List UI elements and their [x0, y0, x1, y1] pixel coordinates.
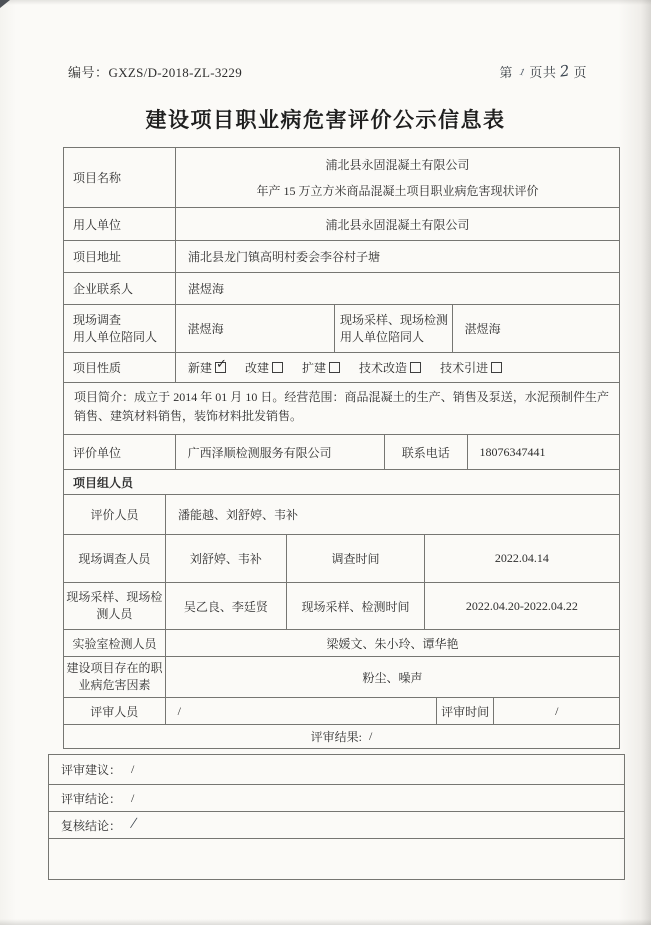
option-new-construction	[188, 359, 226, 376]
survey-time-label: 调查时间	[331, 552, 380, 566]
phone-label: 联系电话	[401, 445, 450, 460]
row-review-suggestion	[49, 755, 624, 785]
row-company-contact	[64, 273, 619, 305]
review-time-label-cell	[437, 698, 495, 725]
employer-label: 用人单位	[73, 217, 122, 232]
address-value: 浦北县龙门镇高明村委会李谷村子塘	[188, 250, 381, 264]
project-intro-text: 项目简介：成立于 2014 年 01 月 10 日。经营范围：商品混凝土的生产、销售及泵送，水泥预制件生产销售、建筑材料销售，装饰材料批发销售。	[74, 390, 609, 424]
address-label: 项目地址	[73, 250, 122, 264]
evaluation-org-label: 评价单位	[73, 445, 122, 460]
checkbox-unchecked-icon	[410, 362, 421, 373]
sampling-escort-label-line1: 现场采样、现场检测	[340, 313, 449, 327]
evaluation-org-label-cell	[64, 435, 176, 470]
phone-label-cell	[385, 435, 468, 470]
row-evaluators	[64, 495, 619, 535]
project-name-label-cell	[64, 148, 176, 208]
sampling-staff-value: 吴乙良、李廷贤	[183, 599, 268, 614]
evaluation-org-value: 广西泽顺检测服务有限公司	[187, 445, 332, 460]
project-name-label: 项目名称	[73, 171, 122, 185]
hazard-factors-label-cell	[64, 657, 166, 698]
evaluators-label-cell	[64, 495, 166, 535]
checkbox-unchecked-icon	[272, 362, 283, 373]
company-contact-label-cell	[64, 273, 176, 305]
check-mark-icon: ✓	[216, 357, 227, 372]
recheck-conclusion-handwritten-value: /	[130, 814, 137, 833]
survey-escort-label-line1: 现场调查	[73, 313, 122, 327]
project-name-line1: 浦北县永固混凝土有限公司	[325, 158, 470, 173]
row-project-intro	[64, 383, 619, 435]
option-new-construction-label: 新建	[188, 361, 213, 375]
lab-staff-label-cell	[64, 630, 166, 657]
survey-staff-value: 刘舒婷、韦补	[189, 552, 262, 566]
lab-staff-value-cell	[166, 630, 619, 657]
survey-time-value: 2022.04.14	[494, 551, 549, 565]
review-staff-value: /	[177, 703, 181, 718]
row-project-address	[64, 241, 619, 273]
sampling-time-label-cell	[287, 583, 425, 630]
company-contact-value: 湛煜海	[188, 282, 225, 296]
review-staff-value-cell	[166, 698, 437, 725]
review-time-label: 评审时间	[441, 704, 490, 719]
survey-time-value-cell	[425, 535, 619, 583]
main-form-table	[63, 147, 620, 749]
project-nature-options-cell	[176, 353, 619, 383]
row-project-name	[64, 148, 619, 208]
review-result-label: 评审结果:	[310, 730, 362, 744]
review-staff-label: 评审人员	[90, 704, 139, 719]
recheck-conclusion-label: 复核结论：	[61, 818, 122, 833]
option-reconstruction-label: 改建	[245, 361, 270, 375]
team-header-cell	[64, 470, 619, 495]
row-review-conclusion	[49, 785, 624, 812]
page-info-middle: 页共	[529, 65, 557, 80]
sampling-escort-value: 湛煜海	[464, 322, 501, 336]
evaluators-label: 评价人员	[90, 508, 139, 522]
row-escorts	[64, 305, 619, 353]
project-nature-label: 项目性质	[73, 361, 122, 375]
handwritten-total-pages: 2	[559, 61, 572, 81]
project-name-line2: 年产 15 万立方米商品混凝土项目职业病危害现状评价	[256, 183, 539, 198]
project-intro-cell	[64, 383, 619, 435]
row-project-nature	[64, 353, 619, 383]
sampling-escort-label-cell	[335, 305, 453, 353]
option-expansion-label: 扩建	[302, 361, 327, 375]
survey-staff-value-cell	[166, 535, 288, 583]
review-result-cell	[64, 725, 619, 748]
phone-value: 18076347441	[479, 444, 546, 459]
row-survey-staff	[64, 535, 619, 583]
phone-value-cell	[468, 435, 619, 470]
document-header	[0, 0, 651, 81]
address-label-cell	[64, 241, 176, 273]
review-conclusion-value: /	[131, 790, 135, 805]
review-staff-label-cell	[64, 698, 166, 725]
page-info-suffix: 页	[573, 65, 587, 80]
survey-escort-label-cell	[64, 305, 176, 353]
lab-staff-value: 梁媛文、朱小玲、谭华艳	[326, 636, 459, 651]
review-section-table	[48, 754, 625, 880]
company-contact-label: 企业联系人	[73, 282, 134, 296]
option-technology-import	[440, 359, 502, 376]
review-suggestion-label: 评审建议：	[61, 763, 122, 777]
document-number-value: GXZS/D-2018-ZL-3229	[108, 65, 243, 80]
sampling-time-label: 现场采样、检测时间	[301, 599, 410, 614]
sampling-escort-value-cell	[453, 305, 619, 353]
lab-staff-label: 实验室检测人员	[72, 636, 157, 651]
project-nature-label-cell	[64, 353, 176, 383]
row-team-header	[64, 470, 619, 495]
review-conclusion-label: 评审结论：	[61, 791, 122, 806]
row-hazard-factors	[64, 657, 619, 698]
survey-staff-label: 现场调查人员	[78, 552, 151, 566]
document-title: 建设项目职业病危害评价公示信息表	[145, 108, 506, 132]
survey-time-label-cell	[287, 535, 425, 583]
sampling-time-value-cell	[425, 583, 619, 630]
employer-label-cell	[64, 208, 176, 241]
sampling-staff-label: 现场采样、现场检测人员	[66, 589, 163, 621]
handwritten-current-page: 1	[518, 66, 527, 79]
hazard-factors-label: 建设项目存在的职业病危害因素	[66, 660, 163, 692]
row-sampling-staff	[64, 583, 619, 630]
project-name-value-cell	[176, 148, 619, 208]
row-review-result	[64, 725, 619, 748]
recheck-conclusion-cell	[49, 812, 624, 839]
checkbox-unchecked-icon	[329, 362, 340, 373]
hazard-factors-value-cell	[166, 657, 619, 698]
survey-escort-value: 湛煜海	[187, 322, 224, 336]
sampling-time-value: 2022.04.20-2022.04.22	[465, 598, 578, 613]
review-suggestion-cell	[49, 755, 624, 785]
employer-value-cell	[176, 208, 619, 241]
review-time-value: /	[555, 703, 559, 718]
hazard-factors-value: 粉尘、噪声	[362, 670, 423, 685]
evaluators-value-cell	[166, 495, 619, 535]
review-suggestion-value: /	[131, 762, 135, 776]
evaluators-value: 潘能越、刘舒婷、韦补	[178, 508, 299, 522]
review-conclusion-cell	[49, 785, 624, 812]
option-technology-import-label: 技术引进	[440, 361, 489, 375]
review-result-value: /	[369, 729, 373, 743]
row-lab-staff	[64, 630, 619, 657]
survey-staff-label-cell	[64, 535, 166, 583]
company-contact-value-cell	[176, 273, 619, 305]
employer-value: 浦北县永固混凝土有限公司	[325, 217, 470, 232]
checkbox-unchecked-icon	[491, 362, 502, 373]
option-technical-renovation	[359, 359, 421, 376]
option-expansion	[302, 359, 340, 376]
row-recheck-conclusion	[49, 812, 624, 839]
team-header-label: 项目组人员	[73, 475, 134, 490]
sampling-escort-label-line2: 用人单位陪同人	[340, 330, 425, 344]
review-time-value-cell	[494, 698, 619, 725]
survey-escort-value-cell	[176, 305, 335, 353]
page-number-info	[499, 62, 587, 81]
empty-cell	[49, 839, 624, 879]
row-empty	[49, 839, 624, 879]
evaluation-org-value-cell	[176, 435, 385, 470]
page-info-prefix: 第	[499, 65, 513, 80]
sampling-staff-label-cell	[64, 583, 166, 630]
option-technical-renovation-label: 技术改造	[359, 361, 408, 375]
row-employer	[64, 208, 619, 241]
document-number-label: 编号：	[68, 65, 109, 80]
option-reconstruction	[245, 359, 283, 376]
survey-escort-label-line2: 用人单位陪同人	[73, 330, 158, 344]
document-number	[68, 62, 242, 81]
checkbox-checked-icon	[215, 357, 227, 373]
row-evaluation-org	[64, 435, 619, 470]
sampling-staff-value-cell	[166, 583, 288, 630]
address-value-cell	[176, 241, 619, 273]
row-review-staff	[64, 698, 619, 725]
